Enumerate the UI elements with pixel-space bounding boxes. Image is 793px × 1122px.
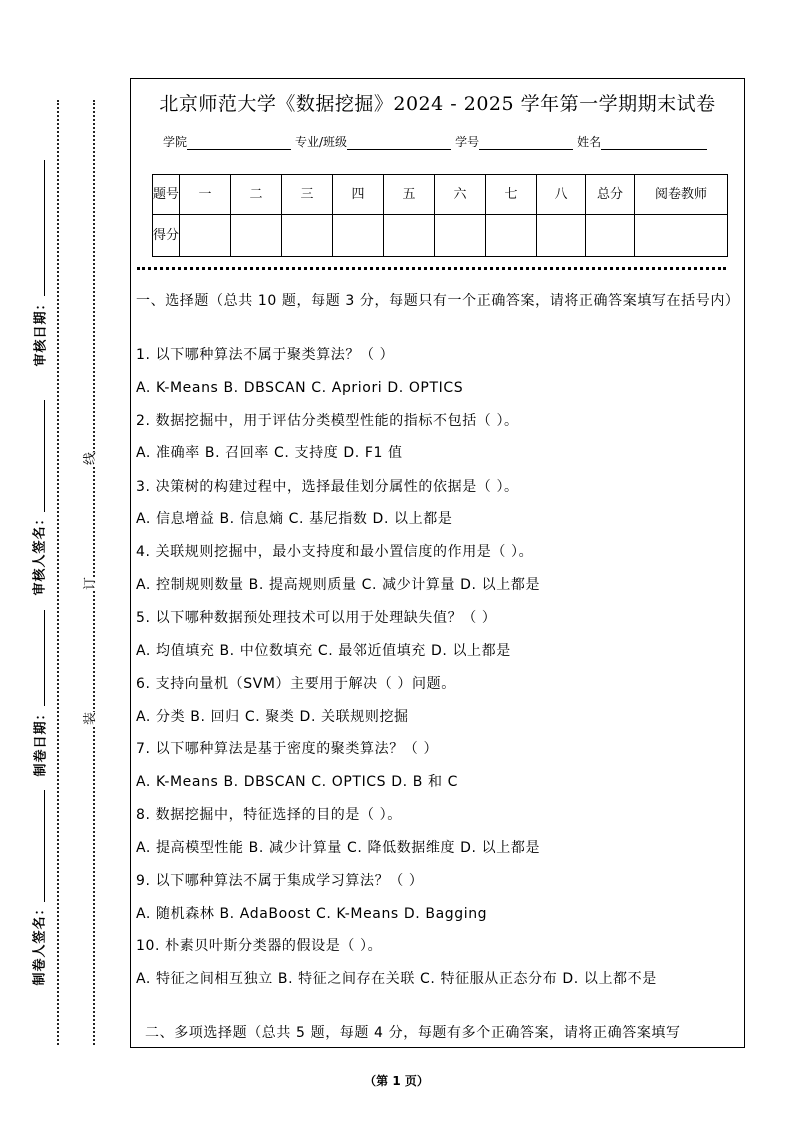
score-cell[interactable] <box>180 215 231 257</box>
score-table-header-cell: 八 <box>537 175 586 215</box>
name-field[interactable] <box>601 135 707 150</box>
score-cell[interactable] <box>537 215 586 257</box>
reviewer-sign-label: 审核人签名： <box>32 511 48 596</box>
maker-sign-label: 制卷人签名： <box>32 901 48 986</box>
question-6-options: A. 分类 B. 回归 C. 聚类 D. 关联规则挖掘 <box>136 709 409 725</box>
score-cell[interactable] <box>282 215 333 257</box>
page-number: （第 1 页） <box>364 1074 429 1088</box>
name-label: 姓名 <box>577 135 602 149</box>
score-table-header-cell: 五 <box>384 175 435 215</box>
score-table-header-cell: 一 <box>180 175 231 215</box>
score-cell[interactable] <box>333 215 384 257</box>
cut-line-char-ding: 订 <box>77 577 100 590</box>
score-table-header-cell: 题号 <box>153 175 180 215</box>
question-10-options: A. 特征之间相互独立 B. 特征之间存在关联 C. 特征服从正态分布 D. 以上都不是 <box>136 971 657 987</box>
score-cell-total[interactable] <box>586 215 635 257</box>
question-5-options: A. 均值填充 B. 中位数填充 C. 最邻近值填充 D. 以上都是 <box>136 643 511 659</box>
cut-line-char-zhuang: 装 <box>77 712 100 725</box>
question-2-options: A. 准确率 B. 召回率 C. 支持度 D. F1 值 <box>136 445 403 461</box>
exam-paper-frame <box>130 78 745 1048</box>
question-4: 4. 关联规则挖掘中，最小支持度和最小置信度的作用是（ ）。 <box>136 544 534 560</box>
college-field[interactable] <box>187 135 291 150</box>
question-6: 6. 支持向量机（SVM）主要用于解决（ ）问题。 <box>136 676 456 692</box>
sidebar-dotted-line-outer <box>57 100 59 1045</box>
score-table-header-cell: 六 <box>435 175 486 215</box>
question-3: 3. 决策树的构建过程中，选择最佳划分属性的依据是（ ）。 <box>136 479 519 495</box>
make-date-line <box>44 610 45 706</box>
student-id-field[interactable] <box>479 135 573 150</box>
question-1: 1. 以下哪种算法不属于聚类算法？（ ） <box>136 347 395 363</box>
question-3-options: A. 信息增益 B. 信息熵 C. 基尼指数 D. 以上都是 <box>136 511 453 527</box>
score-table-header-cell: 七 <box>486 175 537 215</box>
score-table-header-cell: 二 <box>231 175 282 215</box>
question-8: 8. 数据挖掘中，特征选择的目的是（ ）。 <box>136 807 402 823</box>
reviewer-sign-line <box>44 400 45 512</box>
maker-sign-line <box>44 790 45 902</box>
question-10: 10. 朴素贝叶斯分类器的假设是（ ）。 <box>136 938 383 954</box>
score-table-header-cell: 阅卷教师 <box>635 175 728 215</box>
score-table-header-cell: 三 <box>282 175 333 215</box>
question-7: 7. 以下哪种算法是基于密度的聚类算法？（ ） <box>136 741 439 757</box>
student-id-label: 学号 <box>455 135 480 149</box>
score-cell[interactable] <box>231 215 282 257</box>
college-label: 学院 <box>163 135 188 149</box>
score-table-header-cell: 四 <box>333 175 384 215</box>
question-5: 5. 以下哪种数据预处理技术可以用于处理缺失值？（ ） <box>136 610 497 626</box>
question-1-options: A. K-Means B. DBSCAN C. Apriori D. OPTICS <box>136 380 464 396</box>
section-2-heading: 二、多项选择题（总共 5 题，每题 4 分，每题有多个正确答案，请将正确答案填写 <box>145 1025 681 1041</box>
major-class-field[interactable] <box>347 135 451 150</box>
question-4-options: A. 控制规则数量 B. 提高规则质量 C. 减少计算量 D. 以上都是 <box>136 577 541 593</box>
review-date-label: 审核日期： <box>33 296 49 367</box>
section-1-heading: 一、选择题（总共 10 题，每题 3 分，每题只有一个正确答案，请将正确答案填写在括号内） <box>136 293 740 309</box>
score-row-label: 得分 <box>153 215 180 257</box>
score-cell[interactable] <box>384 215 435 257</box>
score-table-header-cell: 总分 <box>586 175 635 215</box>
score-cell[interactable] <box>435 215 486 257</box>
header-separator <box>137 267 726 270</box>
exam-title: 北京师范大学《数据挖掘》2024 - 2025 学年第一学期期末试卷 <box>159 93 716 115</box>
question-8-options: A. 提高模型性能 B. 减少计算量 C. 降低数据维度 D. 以上都是 <box>136 840 541 856</box>
question-9-options: A. 随机森林 B. AdaBoost C. K-Means D. Bagging <box>136 906 488 922</box>
question-7-options: A. K-Means B. DBSCAN C. OPTICS D. B 和 C <box>136 774 458 790</box>
make-date-label: 制卷日期： <box>33 706 49 777</box>
sidebar-dotted-line-inner <box>93 100 95 1045</box>
question-9: 9. 以下哪种算法不属于集成学习算法？（ ） <box>136 873 424 889</box>
score-table <box>152 174 728 257</box>
score-cell-grader[interactable] <box>635 215 728 257</box>
review-date-line <box>44 160 45 296</box>
cut-line-char-xian: 线 <box>77 452 100 465</box>
student-info-row <box>163 133 711 150</box>
major-class-label: 专业/班级 <box>295 135 348 149</box>
question-2: 2. 数据挖掘中，用于评估分类模型性能的指标不包括（ ）。 <box>136 413 519 429</box>
score-cell[interactable] <box>486 215 537 257</box>
